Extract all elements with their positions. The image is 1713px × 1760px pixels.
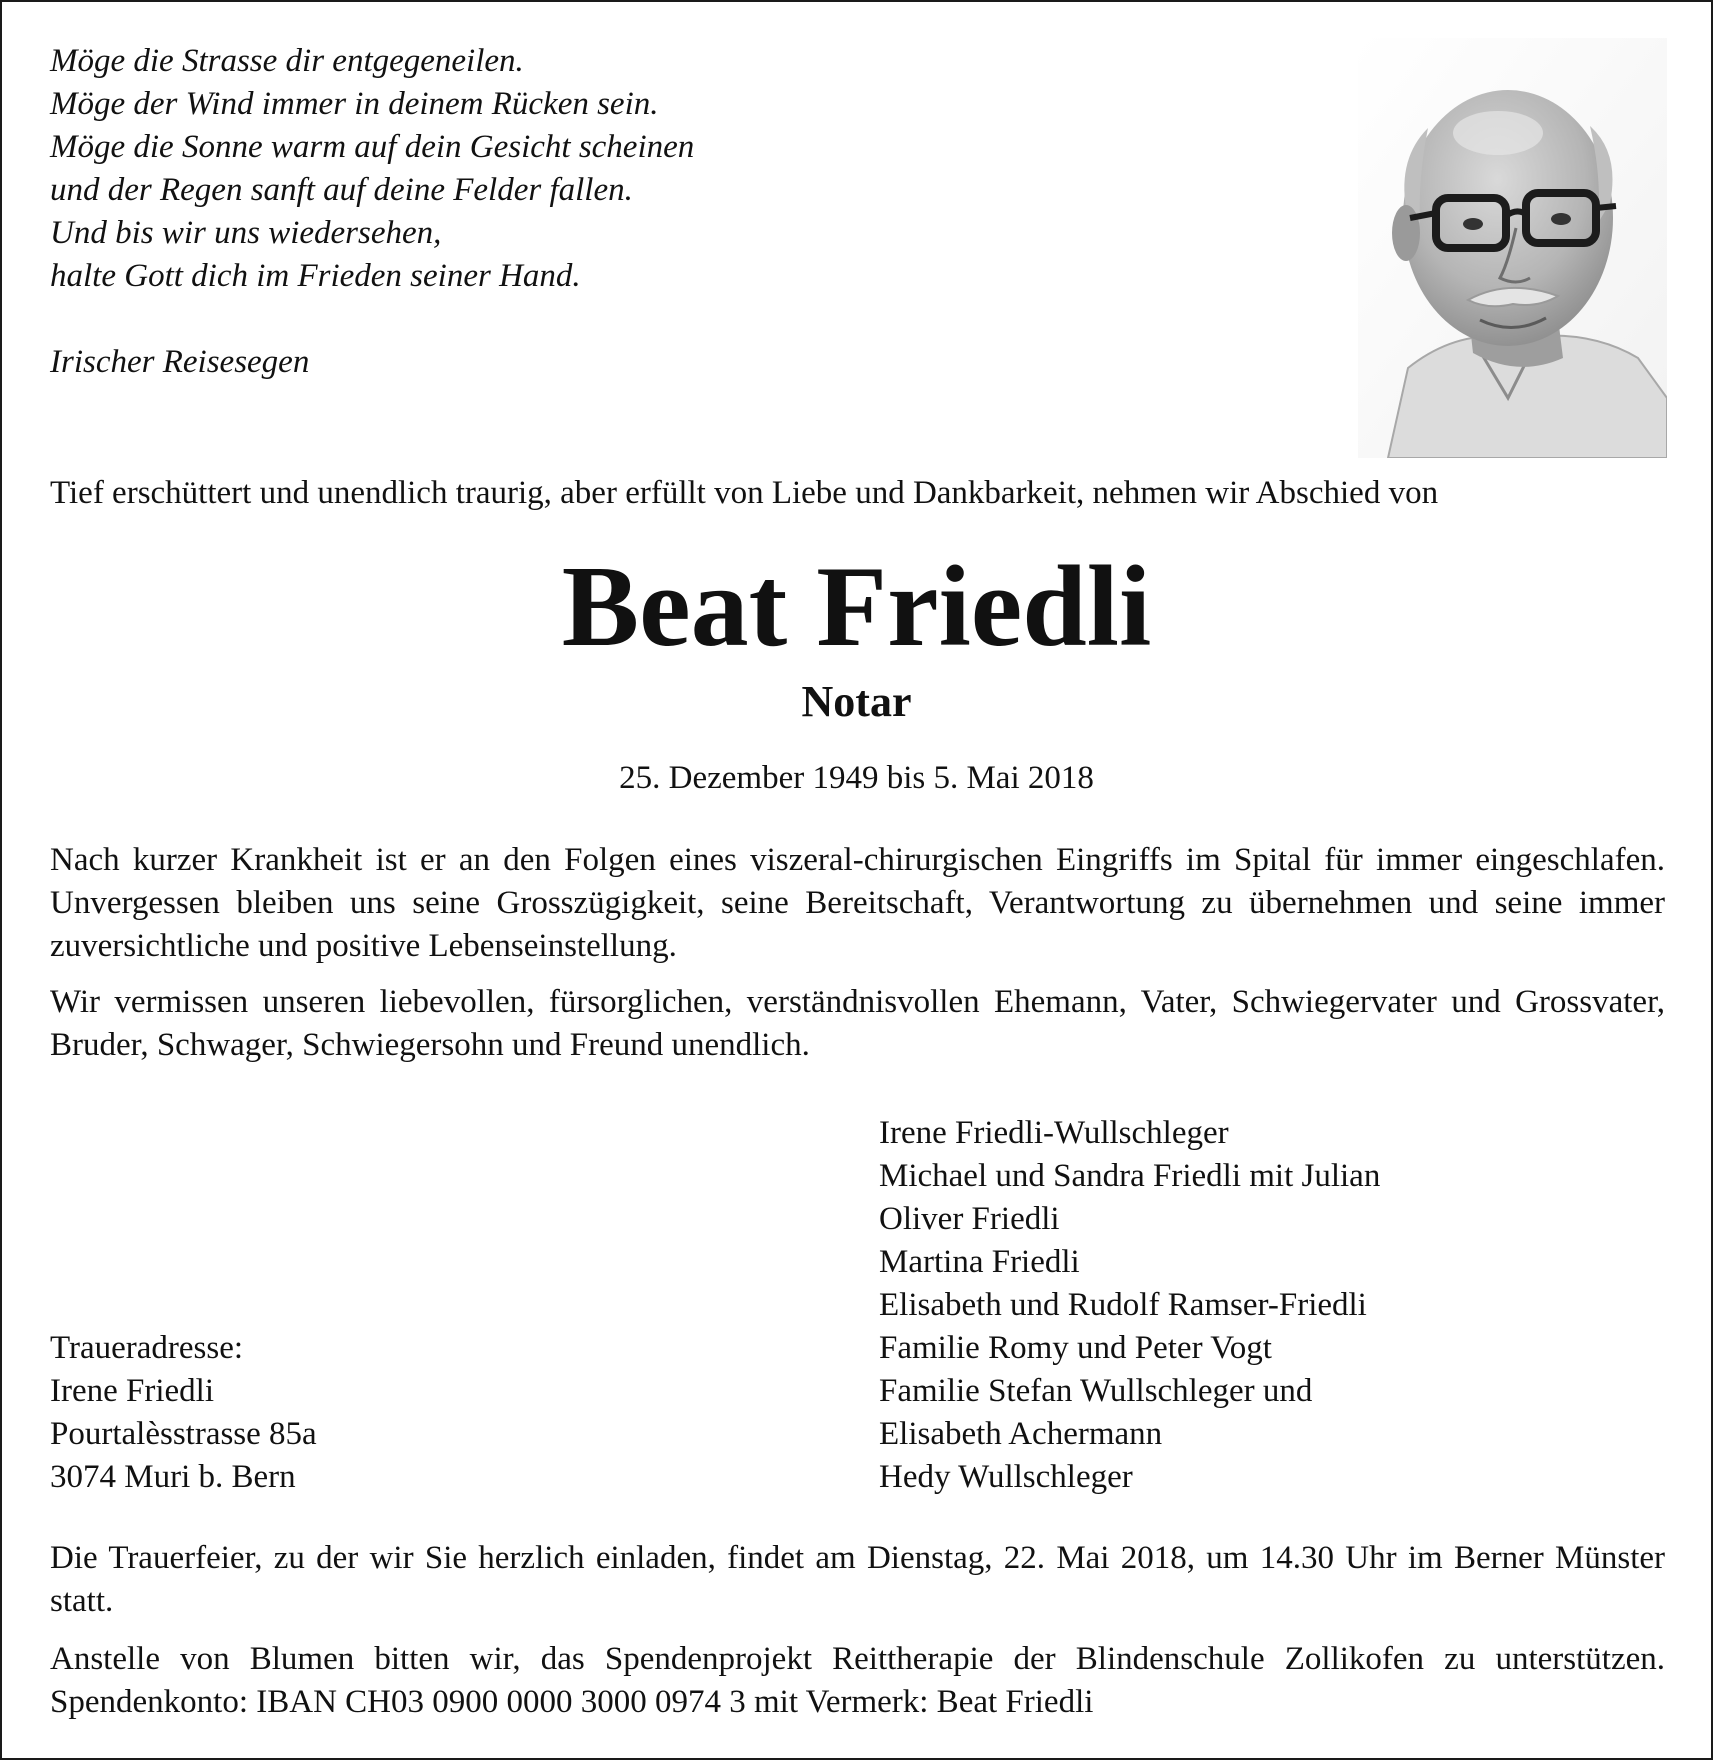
poem	[50, 40, 694, 384]
poem-line: Möge die Strasse dir entgegeneilen.	[50, 43, 524, 79]
deceased-title: Notar	[801, 677, 912, 726]
mourning-address	[50, 1327, 317, 1499]
family-member: Hedy Wullschleger	[879, 1459, 1133, 1495]
poem-line: halte Gott dich im Frieden seiner Hand.	[50, 258, 581, 294]
address-label: Traueradresse:	[50, 1330, 244, 1366]
portrait-photo	[1358, 38, 1667, 458]
donation-info: Anstelle von Blumen bitten wir, das Spendenprojekt Reittherapie der Blindenschule Zollikofen zu unterstützen. Spendenkonto: IBAN CH03 0900 0000 3000 0974 3 mit Vermerk: Beat Friedli	[50, 1641, 1665, 1720]
family-member: Familie Romy und Peter Vogt	[879, 1330, 1272, 1366]
deceased-name: Beat Friedli	[561, 543, 1152, 671]
family-member: Oliver Friedli	[879, 1201, 1060, 1237]
family-member: Familie Stefan Wullschleger und	[879, 1373, 1313, 1409]
portrait-image	[1358, 38, 1667, 458]
life-dates: 25. Dezember 1949 bis 5. Mai 2018	[619, 760, 1094, 796]
poem-source: Irischer Reisesegen	[50, 344, 310, 380]
family-list	[879, 1112, 1380, 1499]
address-name: Irene Friedli	[50, 1373, 215, 1409]
family-member: Elisabeth und Rudolf Ramser-Friedli	[879, 1287, 1367, 1323]
family-member: Irene Friedli-Wullschleger	[879, 1115, 1229, 1151]
service-info: Die Trauerfeier, zu der wir Sie herzlich einladen, findet am Dienstag, 22. Mai 2018, um 14.30 Uhr im Berner Münster statt.	[50, 1540, 1665, 1619]
paragraph-remembrance: Wir vermissen unseren liebevollen, fürsorglichen, verständnisvollen Ehemann, Vater, Schwiegervater und Grossvater, Bruder, Schwager, Schwiegersohn und Freund unendlich.	[50, 984, 1665, 1063]
intro-text: Tief erschüttert und unendlich traurig, aber erfüllt von Liebe und Dankbarkeit, nehmen wir Abschied von	[50, 475, 1439, 511]
family-member: Elisabeth Achermann	[879, 1416, 1163, 1452]
family-member: Martina Friedli	[879, 1244, 1080, 1280]
paragraph-illness: Nach kurzer Krankheit ist er an den Folgen eines viszeral-chirurgischen Eingriffs im Spital für immer eingeschlafen. Unvergessen bleiben uns seine Grosszügigkeit, seine Bereitschaft, Verantwortung zu übernehmen und seine immer zuversichtliche und positive Lebenseinstellung.	[50, 842, 1665, 964]
address-street: Pourtalèsstrasse 85a	[50, 1416, 317, 1452]
family-member: Michael und Sandra Friedli mit Julian	[879, 1158, 1381, 1194]
poem-line: Und bis wir uns wiedersehen,	[50, 215, 442, 251]
poem-line: und der Regen sanft auf deine Felder fallen.	[50, 172, 633, 208]
address-city: 3074 Muri b. Bern	[50, 1459, 296, 1495]
poem-line: Möge der Wind immer in deinem Rücken sein.	[50, 86, 659, 122]
poem-line: Möge die Sonne warm auf dein Gesicht scheinen	[50, 129, 695, 165]
